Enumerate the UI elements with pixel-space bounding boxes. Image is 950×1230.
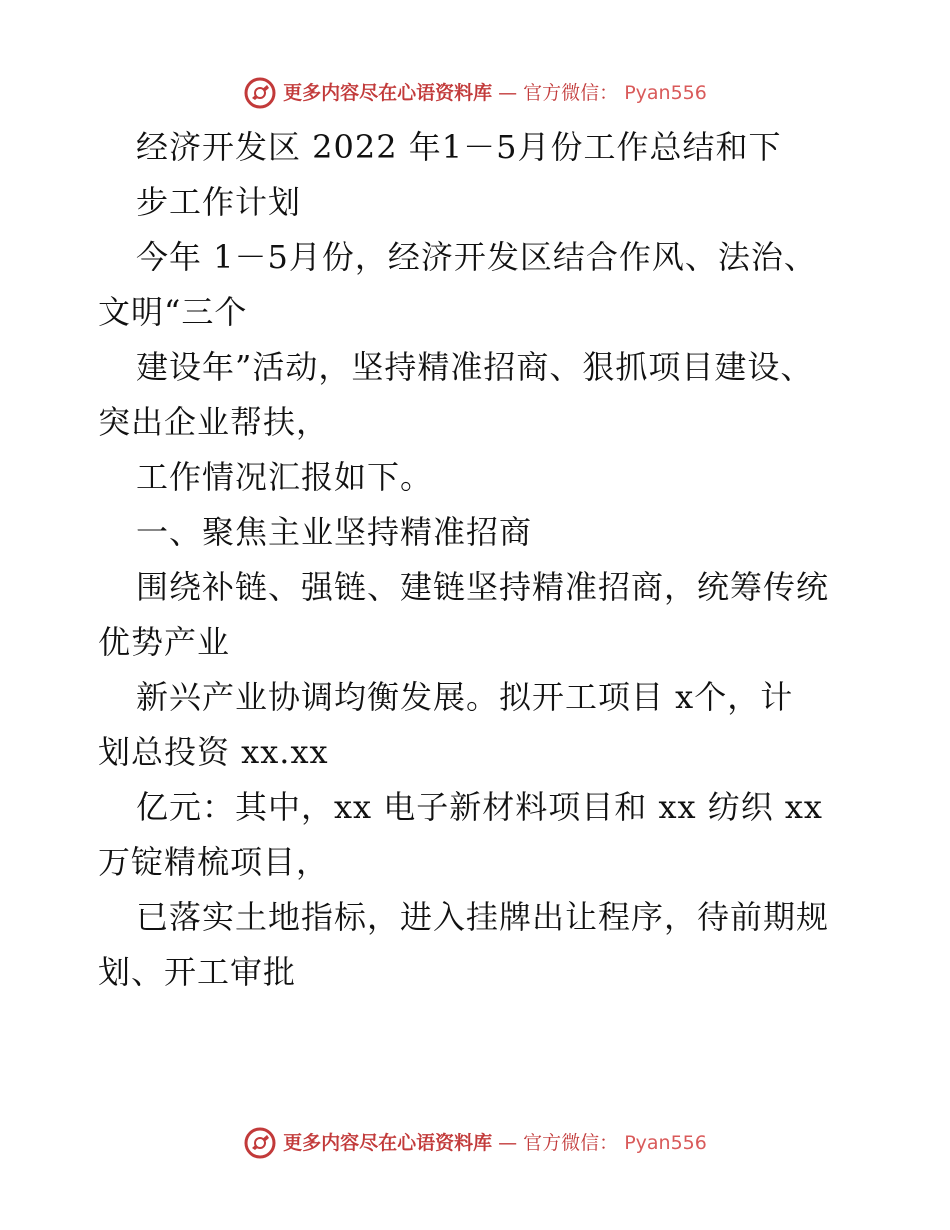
watermark-dash: — bbox=[498, 1132, 518, 1154]
watermark-wechat-label: 官方微信： bbox=[523, 1132, 619, 1154]
paragraph-line: 亿元：其中，xx 电子新材料项目和 xx 纺织 xx bbox=[136, 788, 823, 826]
brand-logo-icon bbox=[243, 1126, 277, 1160]
watermark-wechat-id: Pyan556 bbox=[624, 1132, 707, 1154]
watermark-wechat-label: 官方微信： bbox=[523, 82, 619, 104]
section-heading: 一、聚焦主业坚持精准招商 bbox=[136, 513, 533, 551]
brand-logo-icon bbox=[243, 76, 277, 110]
watermark-lead-text: 更多内容尽在心语资料库 bbox=[283, 1132, 493, 1154]
watermark-dash: — bbox=[498, 82, 518, 104]
paragraph-line: 文明“三个 bbox=[98, 293, 248, 331]
paragraph-line: 已落实土地指标，进入挂牌出让程序，待前期规 bbox=[136, 898, 830, 936]
header-watermark bbox=[0, 76, 950, 110]
footer-watermark bbox=[0, 1126, 950, 1160]
paragraph-line: 优势产业 bbox=[98, 623, 231, 661]
paragraph-line: 新兴产业协调均衡发展。拟开工项目 x个，计 bbox=[136, 678, 794, 716]
document-title-line-2: 步工作计划 bbox=[136, 183, 302, 221]
paragraph-line: 建设年”活动，坚持精准招商、狠抓项目建设、 bbox=[136, 348, 814, 386]
paragraph-line: 今年 1－5月份，经济开发区结合作风、法治、 bbox=[136, 238, 817, 276]
paragraph-line: 划、开工审批 bbox=[98, 953, 297, 991]
document-title-line-1: 经济开发区 2022 年1－5月份工作总结和下 bbox=[136, 128, 782, 166]
paragraph-line: 围绕补链、强链、建链坚持精准招商，统筹传统 bbox=[136, 568, 830, 606]
paragraph-line: 突出企业帮扶， bbox=[98, 403, 330, 441]
watermark-lead-text: 更多内容尽在心语资料库 bbox=[283, 82, 493, 104]
document-body bbox=[98, 120, 858, 1000]
paragraph-line: 万锭精梳项目， bbox=[98, 843, 330, 881]
paragraph-line: 工作情况汇报如下。 bbox=[136, 458, 434, 496]
paragraph-line: 划总投资 xx.xx bbox=[98, 733, 329, 771]
watermark-wechat-id: Pyan556 bbox=[624, 82, 707, 104]
